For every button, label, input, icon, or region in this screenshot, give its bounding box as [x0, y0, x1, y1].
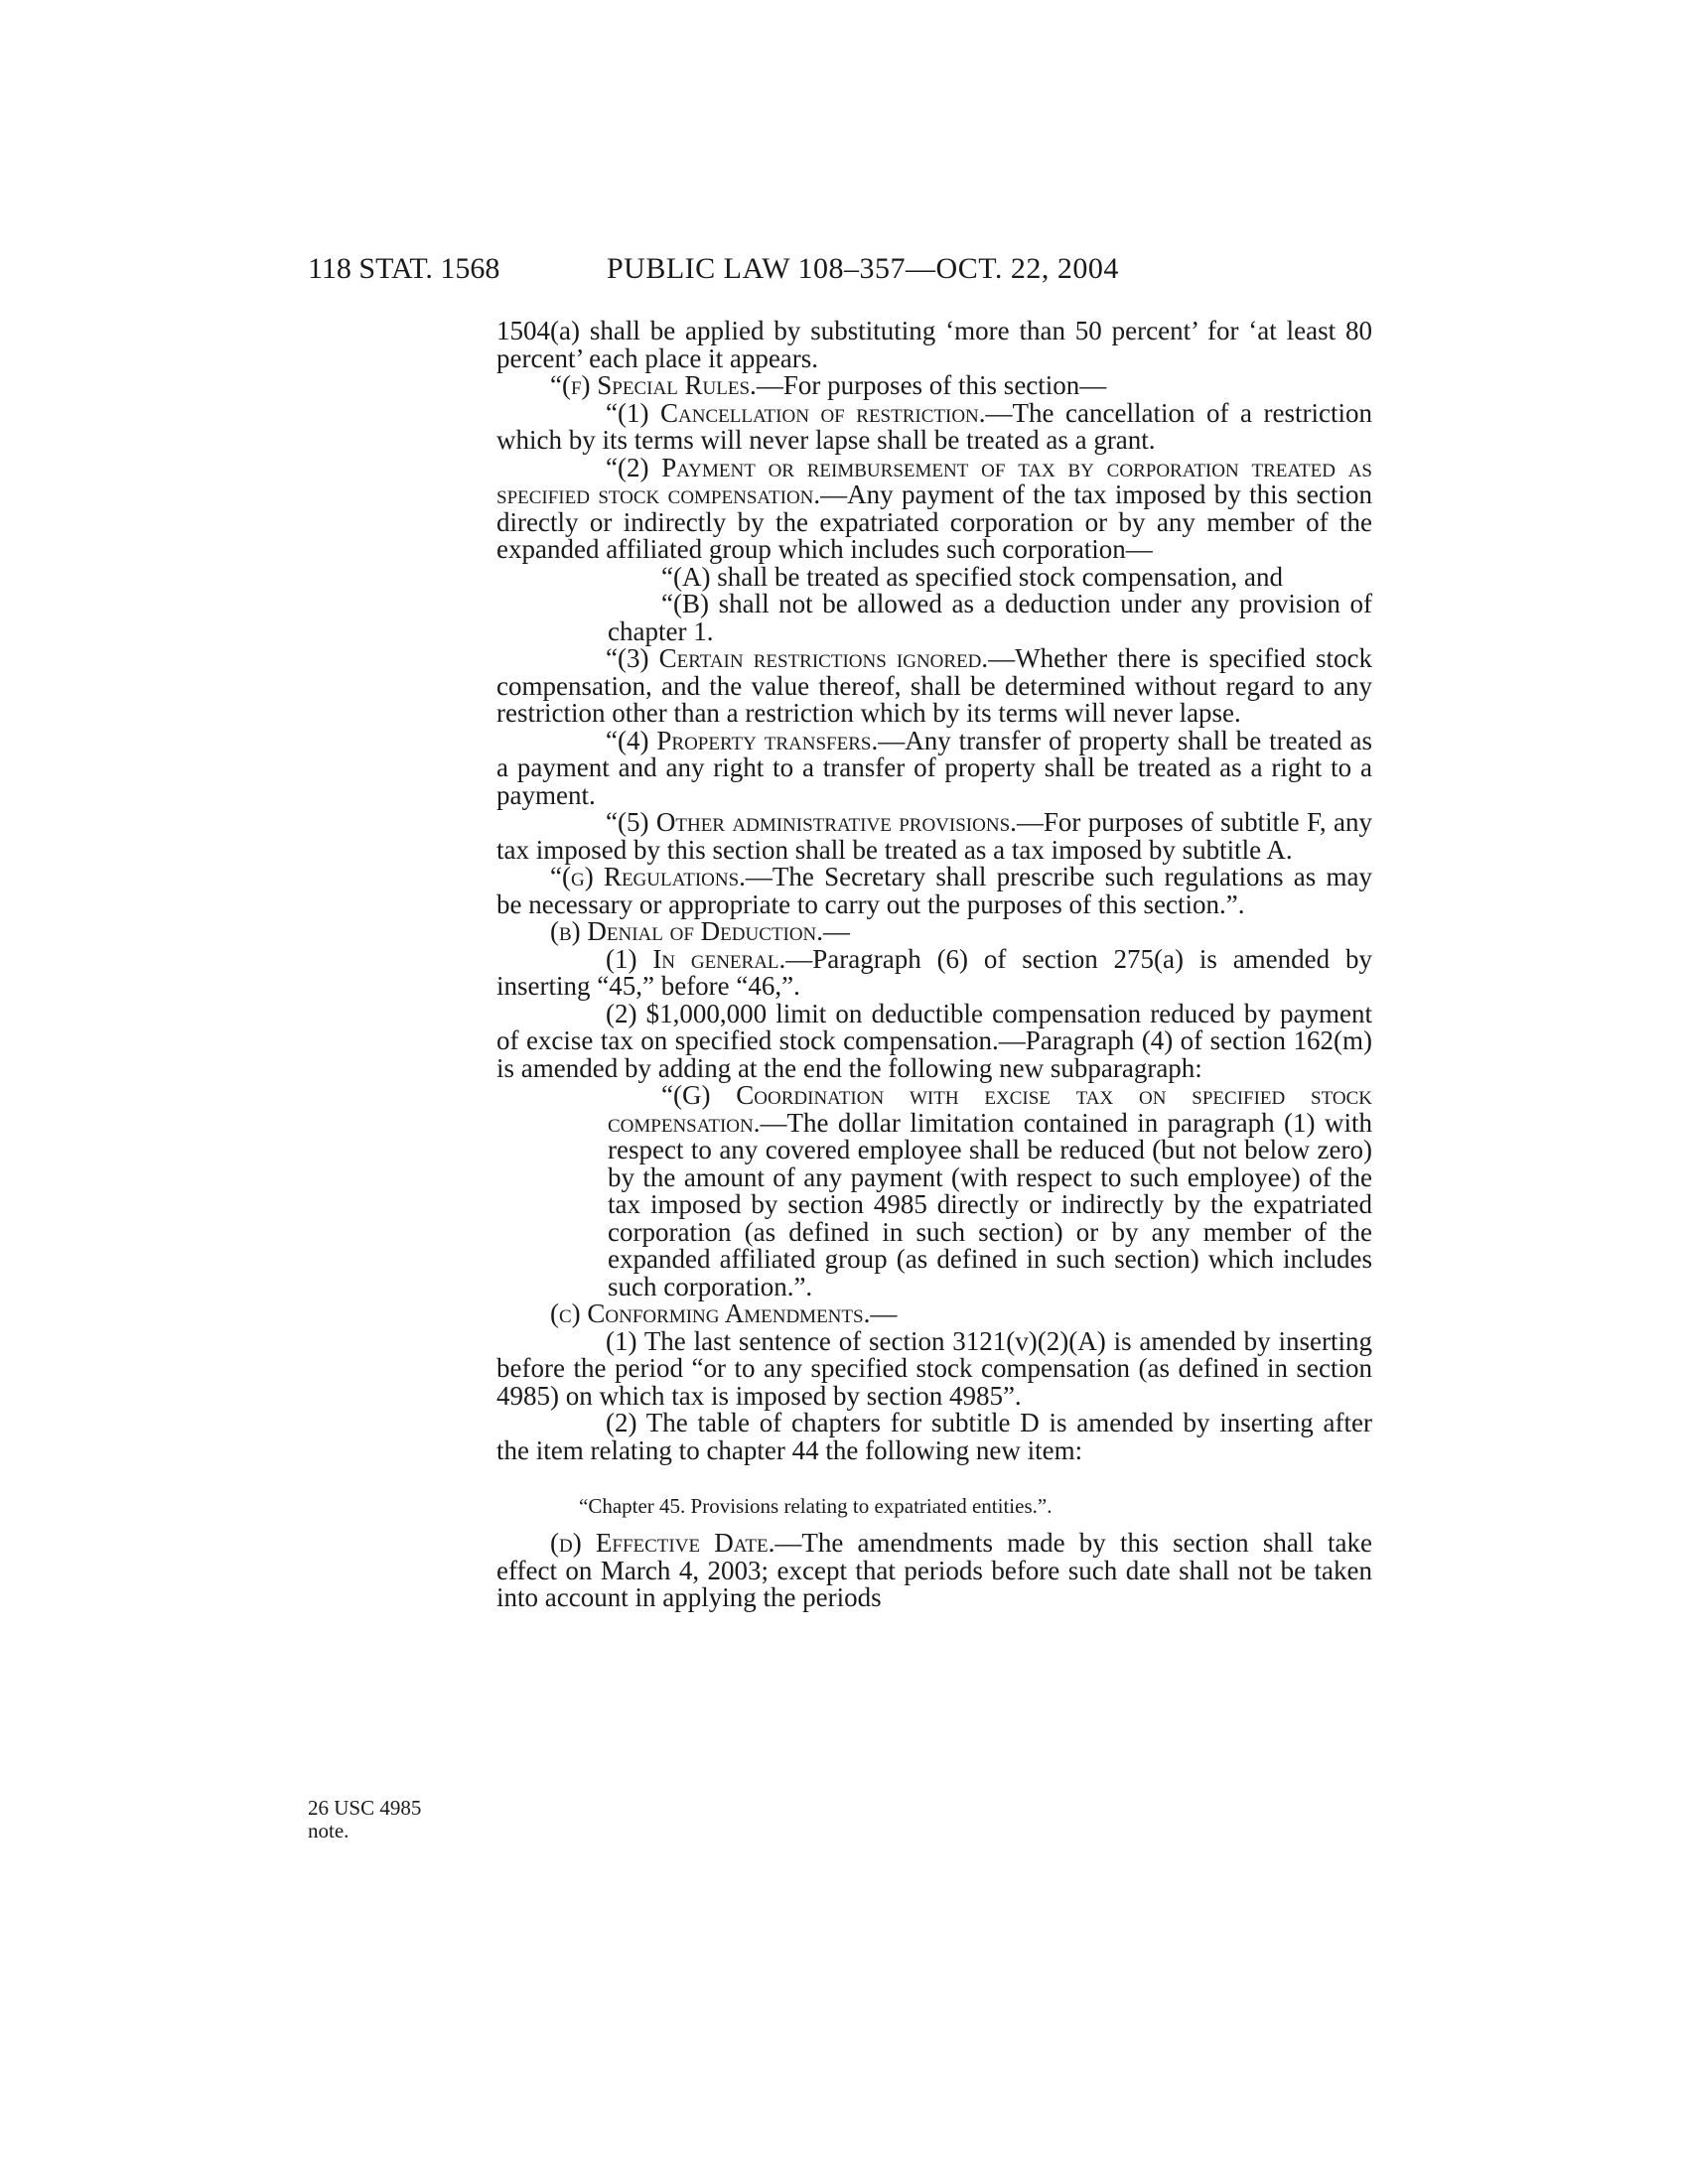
subparagraph-G-text: —The dollar limitation contained in paragraph (1) with respect to any covered employee shall be reduced (but not below zero) by the amount of any payment (with respect to such employee) of the tax imposed by section 4985 directly or indirectly by the expatriated corporation (as defined in such section) or by any member of the expanded affiliated group (as defined in such section) which includes such corporation.”. — [608, 1107, 1372, 1301]
margin-note-label: note. — [308, 1819, 350, 1843]
paragraph-f3-text: —Whether there is specified stock compensation, and the value thereof, shall be determined without regard to any restriction other than a restriction which by its terms will never lapse. — [496, 643, 1373, 728]
subsection-b — [496, 918, 1372, 946]
margin-note-citation: 26 USC 4985 — [308, 1796, 422, 1820]
subsection-d-heading: (d) Effective Date. — [550, 1528, 775, 1558]
paragraph-f2 — [496, 452, 1372, 564]
paragraph-f5-text: —For purposes of subtitle F, any tax imposed by this section shall be treated as a tax imposed by subtitle A. — [496, 807, 1372, 865]
paragraph-f5 — [496, 809, 1372, 864]
paragraph-f4 — [496, 725, 1373, 810]
subparagraph-G — [496, 1082, 1372, 1300]
subsection-b-heading: (b) Denial of Deduction. — [550, 916, 824, 946]
subsection-c — [496, 1300, 1372, 1328]
paragraph-f2-heading: “(2) Payment or reimbursement of tax by corporation treated as specified stock compensation. — [496, 452, 1372, 509]
paragraph-f5-heading: “(5) Other administrative provisions. — [606, 807, 1017, 837]
subparagraph-f2A: “(A) shall be treated as specified stock compensation, and — [661, 561, 1284, 592]
main-text — [496, 318, 1372, 1612]
paragraph-f3 — [496, 645, 1372, 728]
statute-page-number: 118 STAT. 1568 — [308, 252, 500, 285]
paragraph-f4-heading: “(4) Property transfers. — [606, 725, 879, 755]
paragraph-b1-text: —Paragraph (6) of section 275(a) is amended by inserting “45,” before “46,”. — [496, 943, 1372, 1001]
paragraph-f1-heading: “(1) Cancellation of restriction. — [606, 397, 986, 428]
subsection-g-text: —The Secretary shall prescribe such regulations as may be necessary or appropriate to carry out the purposes of this section.”. — [496, 862, 1372, 919]
running-head-title: PUBLIC LAW 108–357—OCT. 22, 2004 — [607, 252, 1119, 285]
chapter-table-item: “Chapter 45. Provisions relating to expatriated entities.”. — [579, 1494, 1053, 1518]
subsection-f — [496, 372, 1372, 400]
subsection-d-text: —The amendments made by this section shall take effect on March 4, 2003; except that periods before such date shall not be taken into account in applying the periods — [496, 1528, 1372, 1612]
paragraph-b2: (2) $1,000,000 limit on deductible compensation reduced by payment of excise tax on specified stock compensation.—Paragraph (4) of section 162(m) is amended by adding at the end the following new subparagraph: — [496, 998, 1372, 1083]
subsection-g-heading: “(g) Regulations. — [550, 862, 746, 891]
subparagraph-f2B: “(B) shall not be allowed as a deduction under any provision of chapter 1. — [608, 589, 1372, 646]
subsection-f-text: —For purposes of this section— — [756, 370, 1107, 400]
paragraph-c2: (2) The table of chapters for subtitle D is amended by inserting after the item relating to chapter 44 the following new item: — [496, 1408, 1372, 1465]
subsection-f-heading: “(f) Special Rules. — [550, 370, 757, 400]
paragraph-f4-text: —Any transfer of property shall be treated as a payment and any right to a transfer of property shall be treated as a right to a payment. — [496, 725, 1373, 810]
subsection-c-text: — — [870, 1298, 898, 1328]
paragraph-continuation: 1504(a) shall be applied by substituting ‘more than 50 percent’ for ‘at least 80 percent’ each place it appears. — [496, 316, 1372, 373]
spacer — [496, 1464, 1372, 1494]
subparagraph-G-heading: “(G) Coordination with excise tax on specified stock compensation. — [608, 1080, 1372, 1138]
paragraph-b1 — [496, 943, 1372, 1001]
paragraph-f1 — [496, 397, 1372, 455]
subsection-c-heading: (c) Conforming Amendments. — [550, 1298, 871, 1328]
paragraph-c1: (1) The last sentence of section 3121(v)(2)(A) is amended by inserting before the period “or to any specified stock compensation (as defined in section 4985) on which tax is imposed by section 4985”. — [496, 1325, 1372, 1411]
subsection-d — [496, 1530, 1372, 1612]
paragraph-f2-text: —Any payment of the tax imposed by this section directly or indirectly by the expatriated corporation or by any member of the expanded affiliated group which includes such corporation— — [496, 479, 1372, 564]
page-header — [0, 252, 1688, 292]
paragraph-f1-text: —The cancellation of a restriction which by its terms will never lapse shall be treated as a grant. — [496, 397, 1372, 455]
subsection-g — [496, 864, 1372, 918]
paragraph-b1-heading: (1) In general. — [606, 943, 786, 974]
subsection-b-text: — — [823, 916, 851, 946]
margin-note — [308, 1797, 457, 1843]
paragraph-f3-heading: “(3) Certain restrictions ignored. — [606, 643, 989, 673]
